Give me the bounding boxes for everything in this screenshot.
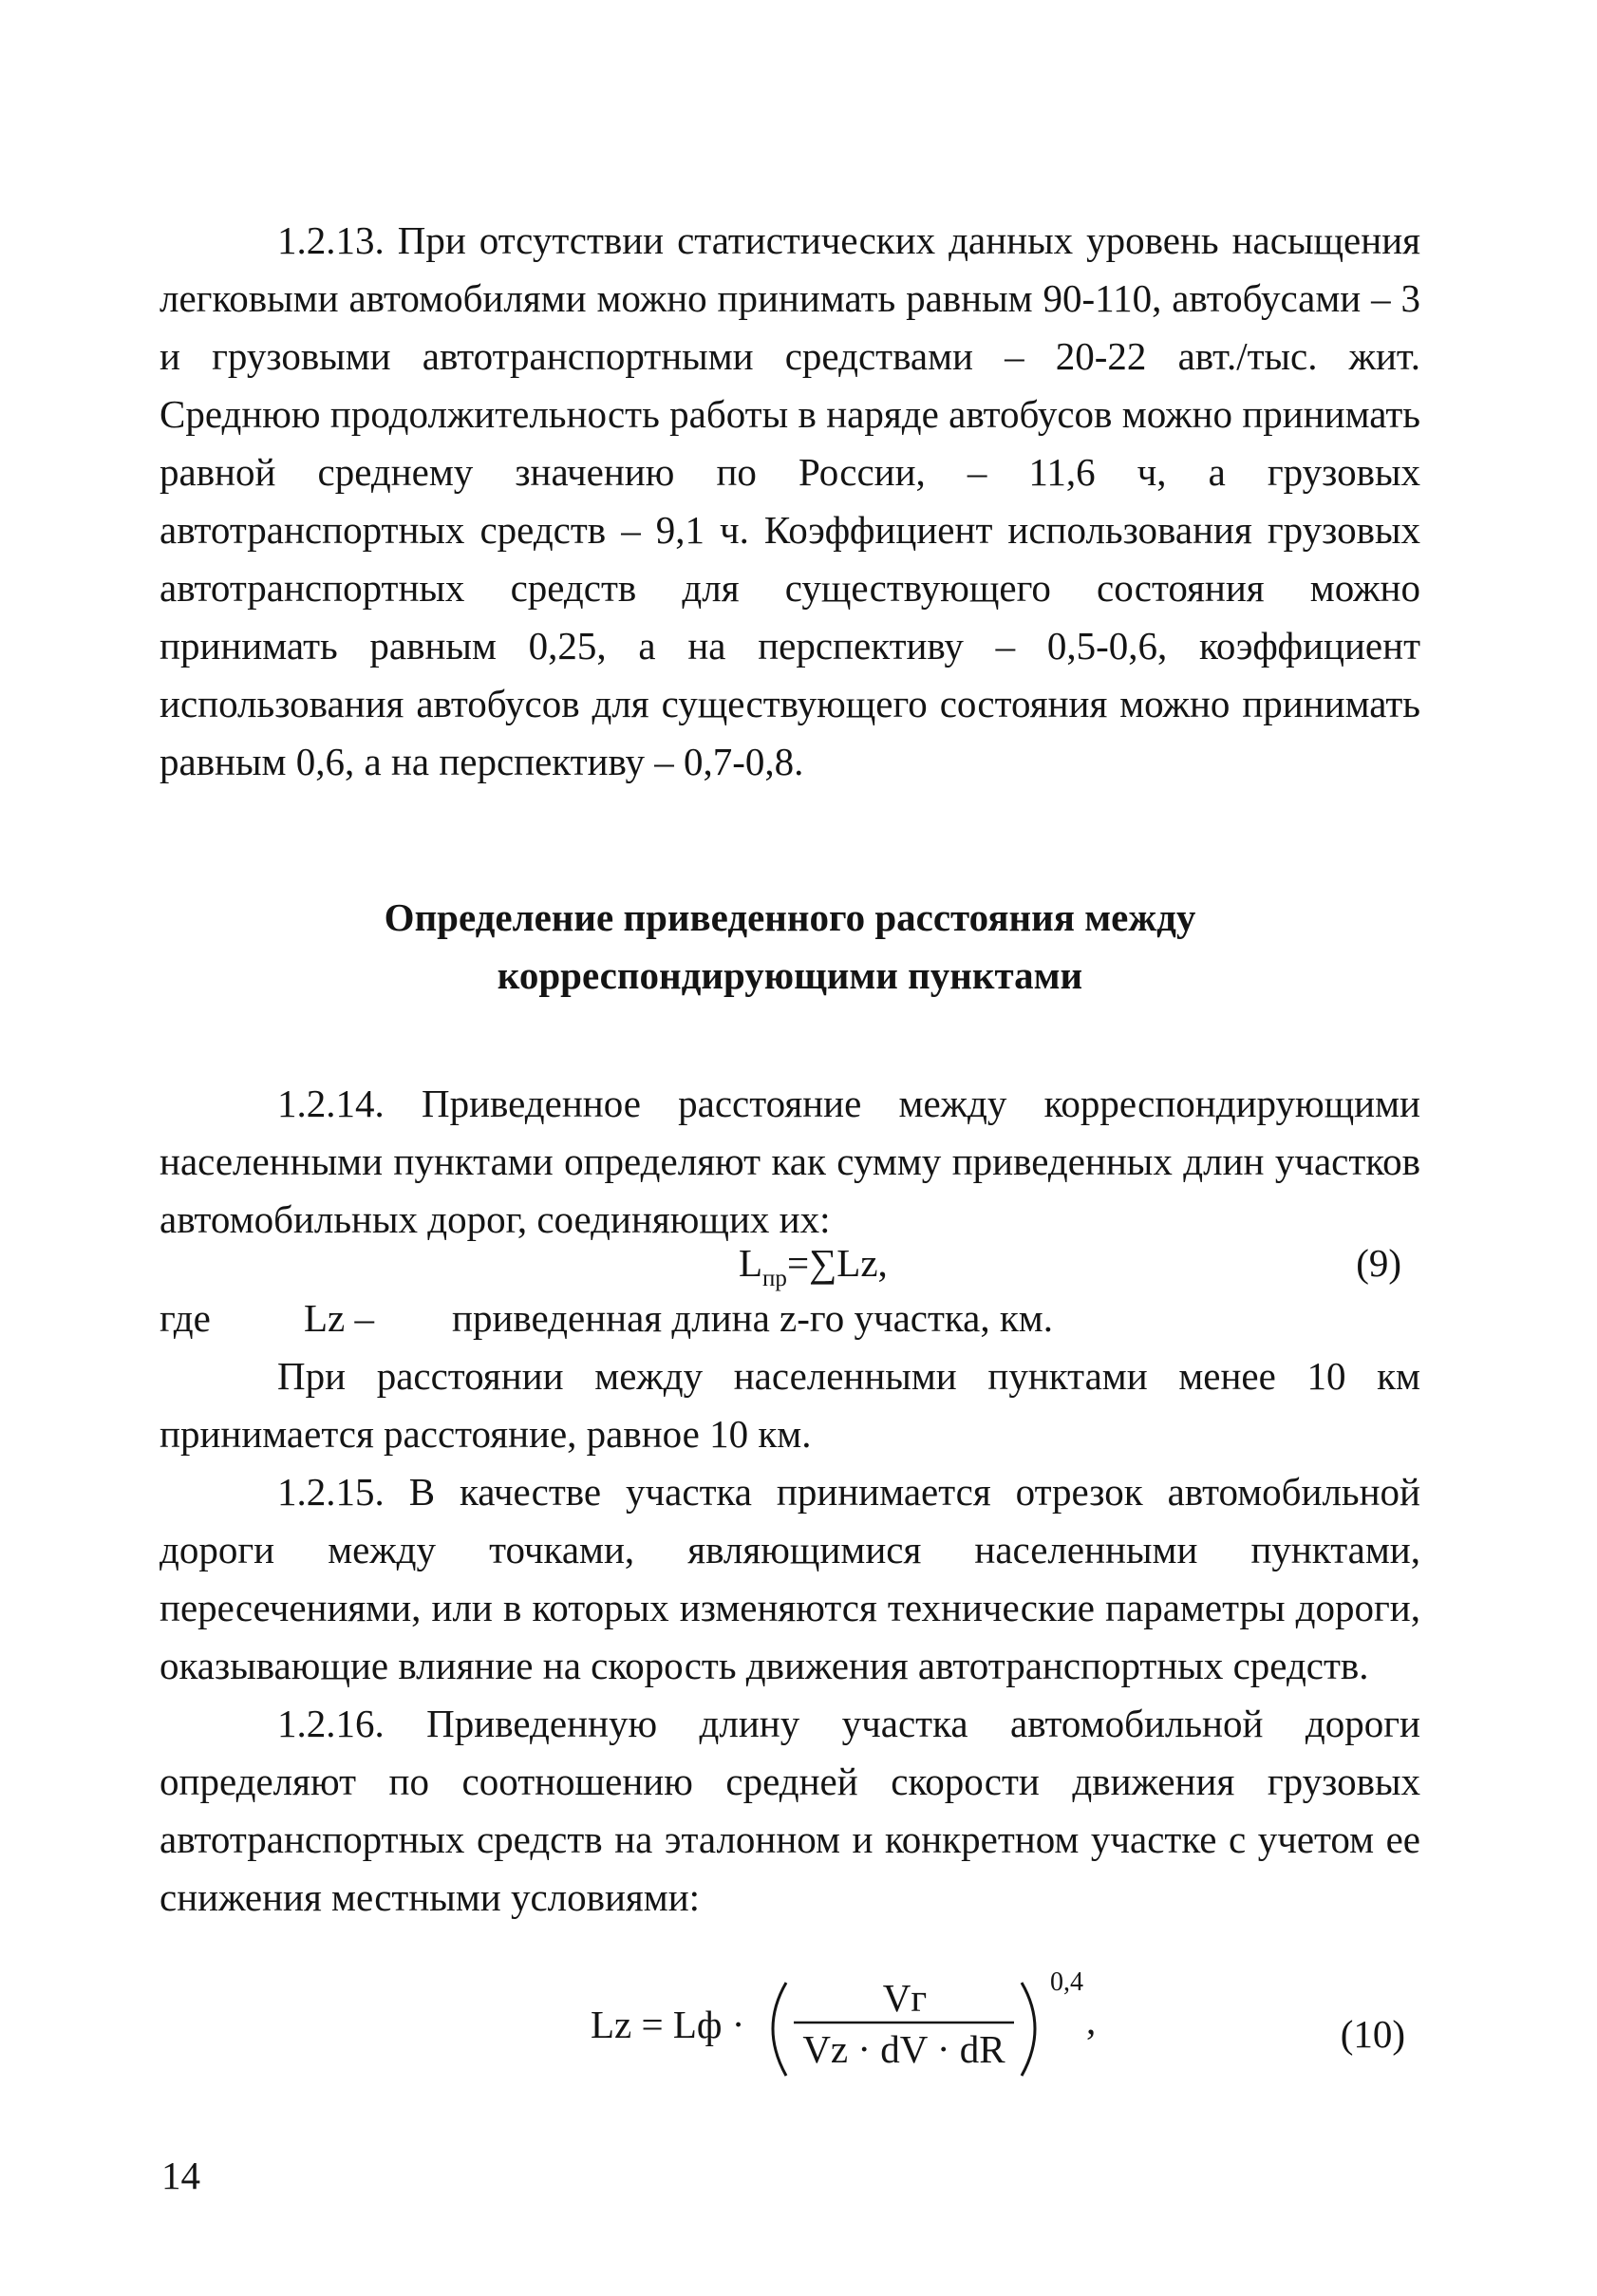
paragraph-less-10km-block (160, 1347, 1420, 1463)
paragraph-1-2-14-block (160, 1075, 1420, 1249)
equation-10-exponent: 0,4 (1050, 1967, 1083, 1997)
paragraph-1-2-16: 1.2.16. Приведенную длину участка автомобильной дороги определяют по соотношению средней скорости движения грузовых автотранспортных средств на эталонном и конкретном участке с учетом ее снижения местными условиями: (160, 1702, 1420, 1919)
paragraph-1-2-15: 1.2.15. В качестве участка принимается отрезок автомобильной дороги между точками, являющимися населенными пунктами, пересечениями, или в которых изменяются технические параметры дороги, оказывающие влияние на скорость движения автотранспортных средств. (160, 1470, 1420, 1687)
left-paren-icon (773, 1983, 786, 2076)
paragraph-1-2-15-block (160, 1463, 1420, 1695)
where-definition: приведенная длина z-го участка, км. (452, 1296, 1053, 1340)
paragraph-less-10km: При расстоянии между населенными пунктами менее 10 км принимается расстояние, равное 10 км. (160, 1354, 1420, 1456)
where-clause (160, 1289, 1420, 1347)
equation-10-graphic (160, 1954, 1420, 2087)
paragraph-1-2-13-block (160, 212, 1420, 791)
paragraph-1-2-13: 1.2.13. При отсутствии статистических данных уровень насыщения легковыми автомобилями можно принимать равным 90-110, автобусами – 3 и грузовыми автотранспортными средствами – 20-22 авт./тыс. жит. Среднюю продолжительность работы в наряде автобусов можно принимать равной среднему значению по России, – 11,6 ч, а грузовых автотранспортных средств – 9,1 ч. Коэффициент использования грузовых автотранспортных средств для существующего состояния можно принимать равным 0,25, а на перспективу – 0,5-0,6, коэффициент использования автобусов для существующего состояния можно принимать равным 0,6, а на перспективу – 0,7-0,8. (160, 218, 1420, 783)
section-heading (160, 889, 1420, 1005)
equation-10-denominator: Vz · dV · dR (802, 2027, 1005, 2071)
equation-10-numerator: Vг (882, 1976, 928, 2020)
equation-9-rest: =∑Lz, (786, 1241, 888, 1285)
equation-10-lhs: Lz = Lф · (591, 2003, 745, 2046)
paragraph-1-2-16-block (160, 1695, 1420, 1927)
page-number: 14 (161, 2154, 200, 2197)
section-heading-line-1: Определение приведенного расстояния между (384, 895, 1196, 939)
equation-10-number: (10) (1340, 2012, 1405, 2056)
equation-9 (160, 1234, 1420, 1292)
where-symbol: Lz – (304, 1296, 374, 1340)
equation-9-main: L (739, 1241, 763, 1285)
equation-10 (160, 1954, 1420, 2087)
right-paren-icon (1022, 1983, 1035, 2076)
where-word: где (160, 1296, 211, 1340)
equation-9-subscript: пр (762, 1266, 787, 1291)
paragraph-1-2-14: 1.2.14. Приведенное расстояние между корреспондирующими населенными пунктами определяют как сумму приведенных длин участков автомобильных дорог, соединяющих их: (160, 1082, 1420, 1241)
equation-9-number: (9) (1356, 1241, 1401, 1285)
equation-9-formula (739, 1234, 888, 1292)
equation-10-comma: , (1086, 1999, 1097, 2042)
section-heading-line-2: корреспондирующими пунктами (497, 953, 1083, 997)
